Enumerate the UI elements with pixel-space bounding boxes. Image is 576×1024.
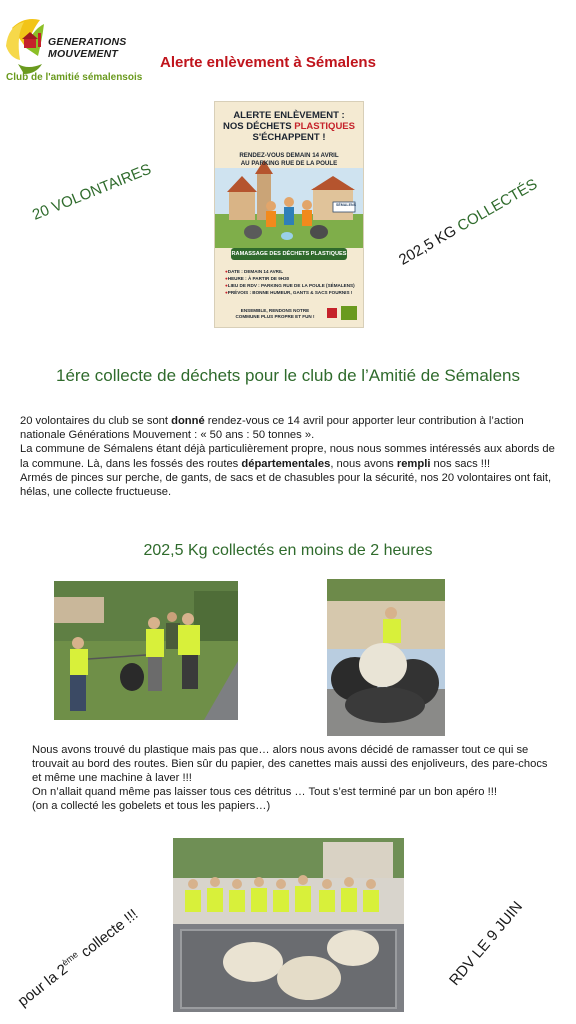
logo-wordmark: GENERATIONS MOUVEMENT	[48, 36, 127, 60]
poster-info-item: ● PRÉVOIS : BONNE HUMEUR, GANTS & SACS FOURNIS !	[225, 289, 355, 296]
poster-heading-highlight: PLASTIQUES	[294, 121, 355, 132]
poster-banner: RAMASSAGE DES DÉCHETS PLASTIQUES	[231, 248, 347, 260]
section-heading-first-collect: 1ére collecte de déchets pour le club de l’Amitié de Sémalens	[56, 366, 520, 385]
findings-paragraph: Nous avons trouvé du plastique mais pas que… alors nous avons décidé de ramasser tout ce qui se trouvait au bord des routes. Bien sûr du papier, des canettes mais aussi des enjoliveurs, des pare-chocs et même une machine à laver !!! On n’allait quand même pas laisser tous ces détritus … Tout s’est terminé par un bon apéro !!! (on a collecté les gobelets et tous les papiers…)	[32, 744, 548, 812]
poster-town-sign: SÉMALENS	[336, 203, 356, 207]
poster-info-list	[225, 268, 355, 296]
poster-rdv-line1: RENDEZ-VOUS DEMAIN 14 AVRIL	[239, 152, 339, 159]
poster-info-item: ● HEURE : À PARTIR DE 9H30	[225, 275, 355, 282]
photo-collected-bags	[327, 579, 445, 736]
poster-info-item: ● LIEU DE RDV : PARKING RUE DE LA POULE (SÉMALENS)	[225, 282, 355, 289]
event-poster	[214, 101, 364, 328]
logo-subtitle: Club de l'amitié sémalensois	[6, 72, 143, 83]
poster-rdv-line2: AU PARKING RUE DE LA POULE	[240, 160, 338, 167]
page-title: Alerte enlèvement à Sémalens	[160, 54, 376, 71]
poster-heading-2: NOS DÉCHETS	[223, 121, 295, 132]
kg-collected: 202,5 KG COLLECTÉS	[396, 175, 541, 269]
poster-info-item: ● DATE : DEMAIN 14 AVRIL	[225, 268, 355, 275]
next-meeting-label: RDV LE 9 JUIN	[446, 898, 527, 989]
poster-heading-3: S'ÉCHAPPENT !	[252, 132, 326, 143]
photo-group-volunteers	[173, 838, 404, 1012]
intro-paragraph: 20 volontaires du club se sont donné rendez-vous ce 14 avril pour apporter leur contribution à l’action nationale Générations Mouvement : « 50 ans : 50 tonnes ». La commune de Sémalens étant déjà particulièrement propre, nous nous sommes intéressés aux abords de la commune. Là, dans les fossés des routes départementales, nous avons rempli nos sacs !!! Armés de pinces sur perche, de gants, de sacs et de chasubles pour la sécurité, nos 20 volontaires ont fait, hélas, une collecte fructueuse.	[20, 415, 555, 499]
second-collect-label: pour la 2ème collecte !!!	[14, 905, 142, 1011]
poster-footer: ENSEMBLE, RENDONS NOTRE COMMUNE PLUS PROPRE ET FUN !	[235, 308, 315, 319]
photo-volunteers-roadside	[54, 581, 238, 720]
poster-heading-1: ALERTE ENLÈVEMENT :	[233, 110, 345, 121]
volunteers-count: 20 VOLONTAIRES	[30, 160, 154, 224]
section-heading-amount: 202,5 Kg collectés en moins de 2 heures	[143, 542, 433, 559]
